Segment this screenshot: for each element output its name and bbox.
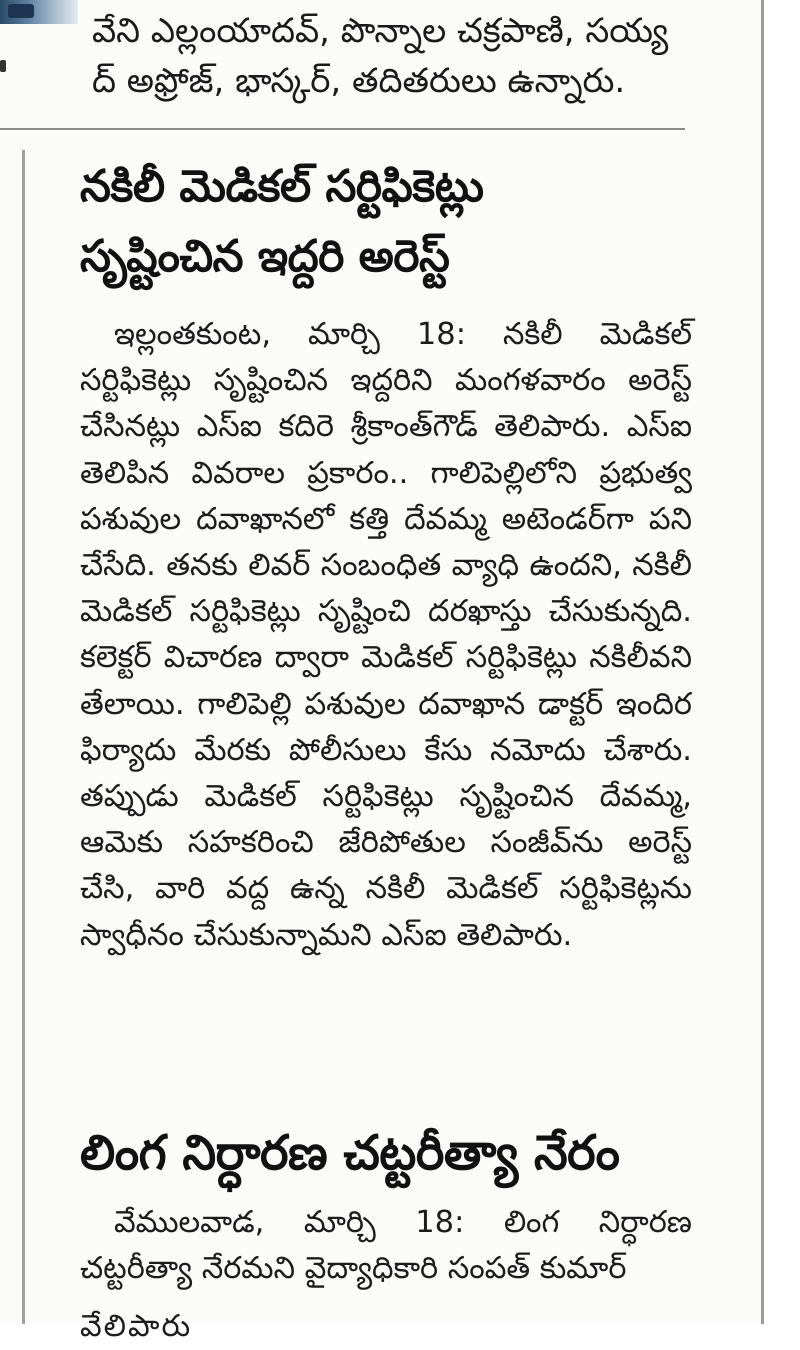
section-divider (0, 128, 685, 130)
column-rule-left (22, 150, 25, 1324)
left-edge-mark (0, 60, 6, 72)
article-2-body: వేములవాడ, మార్చి 18: లింగ నిర్ధారణ చట్టరీత్యా నేరమని వైద్యాధికారి సంపత్ కుమార్ (80, 1205, 692, 1287)
right-margin (764, 0, 800, 1324)
photo-fragment (0, 0, 78, 24)
previous-article-line-2: ద్ అఫ్రోజ్, భాస్కర్, తదితరులు ఉన్నారు. (92, 61, 626, 101)
article-1-headline-line-2: సృష్టించిన ఇద్దరి అరెస్ట్ (80, 231, 450, 282)
column-rule-right (761, 0, 764, 1324)
photo-dark-area (8, 4, 34, 18)
cut-off-text-line (80, 1300, 692, 1344)
article-2-headline: లింగ నిర్ధారణ చట్టరీత్యా నేరం (80, 1125, 620, 1181)
article-1-body: ఇల్లంతకుంట, మార్చి 18: నకిలీ మెడికల్ సర్టిఫికెట్లు సృష్టించిన ఇద్దరిని మంగళవారం అరెస్ట్ చేసినట్లు ఎస్ఐ కదిరె శ్రీకాంత్‌గౌడ్ తెలిపారు. ఎస్ఐ తెలిపిన వివరాల ప్రకారం.. గాలిపెల్లిలోని ప్రభుత్వ పశువుల దవాఖానలో కత్తి దేవమ్మ అటెండర్‌గా పని చేసేది. తనకు లివర్ సంబంధిత వ్యాధి ఉందని, నకిలీ మెడికల్ సర్టిఫికెట్లు సృష్టించి దరఖాస్తు చేసుకున్నది. కలెక్టర్ విచారణ ద్వారా మెడికల్ సర్టిఫికెట్లు నకిలీవని తేలాయి. గాలిపెల్లి పశువుల దవాఖాన డాక్టర్ ఇందిర ఫిర్యాదు మేరకు పోలీసులు కేసు నమోదు చేశారు. తప్పుడు మెడికల్ సర్టిఫికెట్లు సృష్టించిన దేవమ్మ, ఆమెకు సహకరించి జేరిపోతుల సంజీవ్‌ను అరెస్ట్ చేసి, వారి వద్ద ఉన్న నకిలీ మెడికల్ సర్టిఫికెట్లను స్వాధీనం చేసుకున్నామని ఎస్ఐ తెలిపారు. (80, 317, 692, 953)
previous-article-line-1: వేని ఎల్లంయాదవ్, పొన్నాల చక్రపాణి, సయ్య (92, 11, 669, 51)
cut-off-glyphs: వేలిపారు (80, 1309, 193, 1344)
article-1-headline-line-1: నకిలీ మెడికల్ సర్టిఫికెట్లు (80, 161, 484, 212)
previous-article-tail (92, 6, 692, 106)
